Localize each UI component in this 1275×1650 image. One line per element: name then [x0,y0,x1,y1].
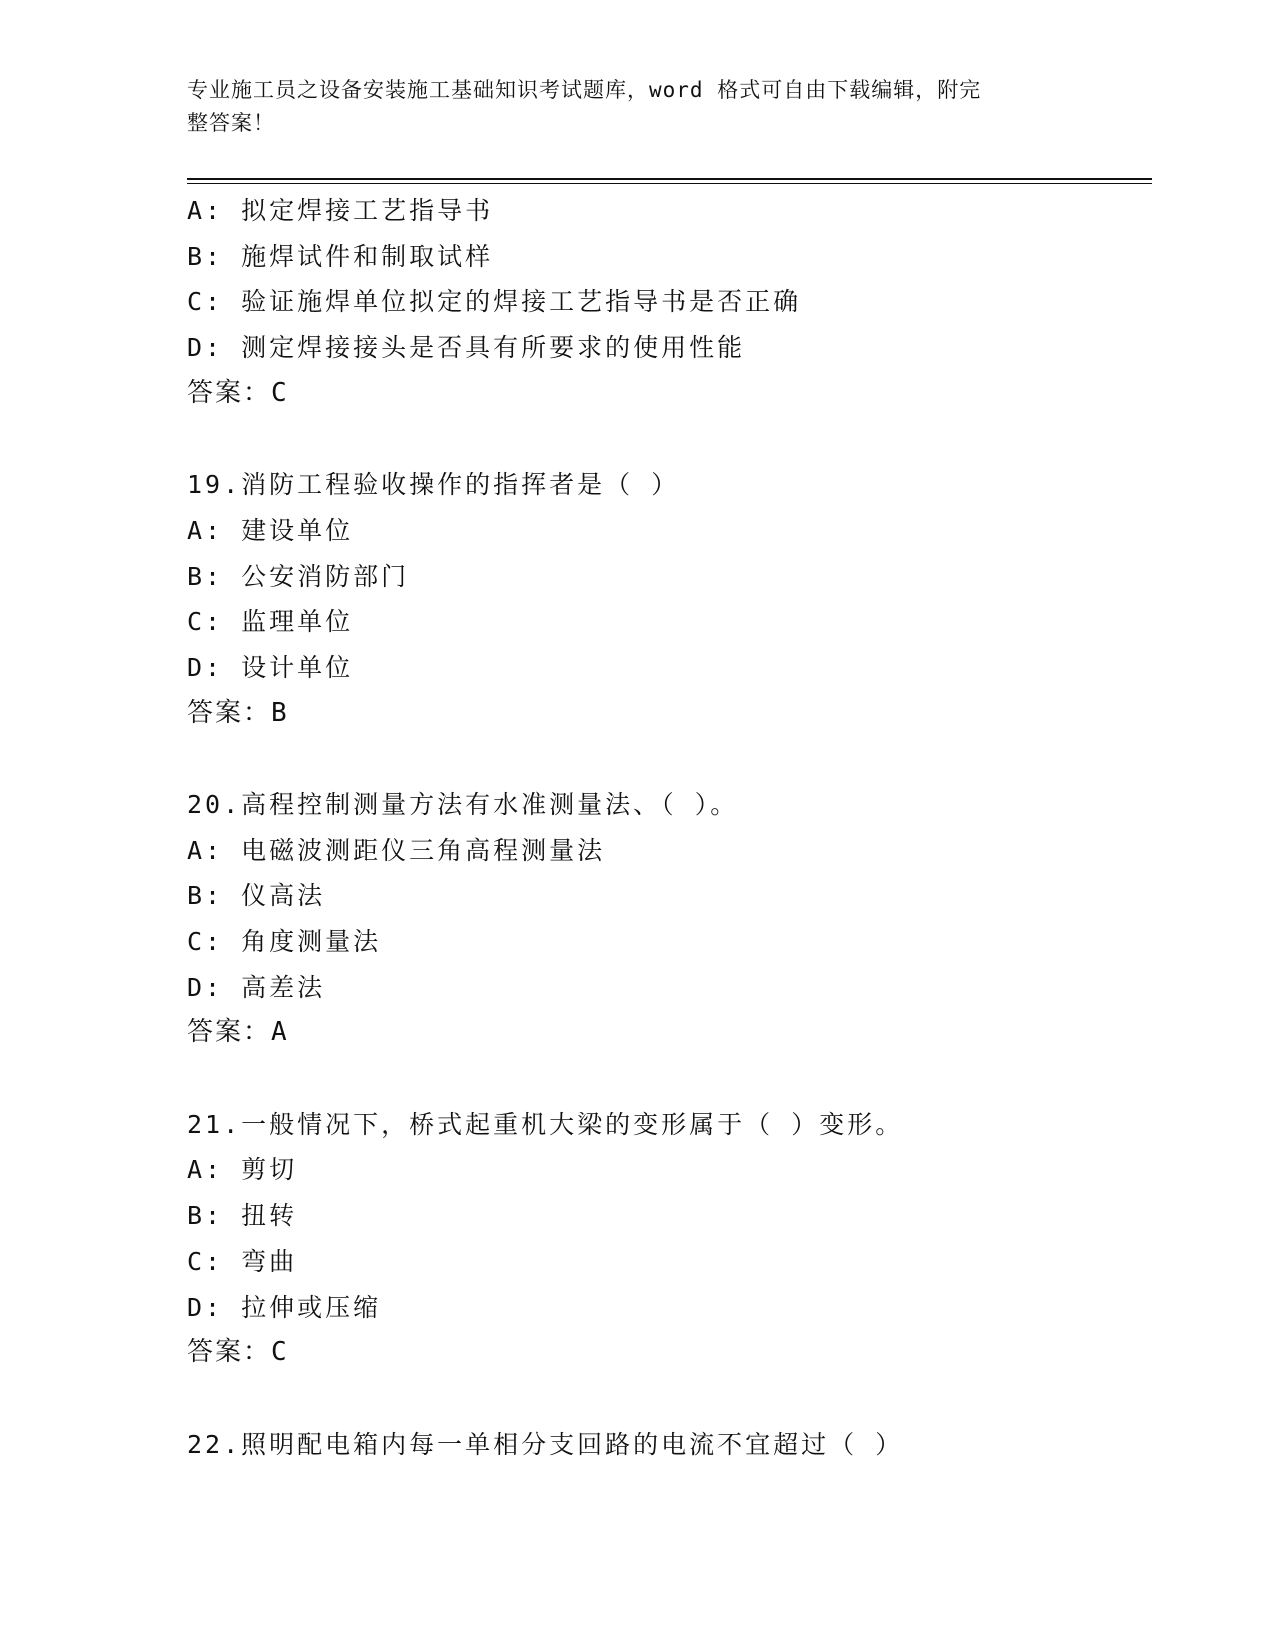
header-line-1: 专业施工员之设备安装施工基础知识考试题库，word 格式可自由下载编辑，附完 [187,78,982,102]
question-block-20 [187,782,1152,1056]
option-b: B: 公安消防部门 [187,561,410,591]
option-c: C: 验证施焊单位拟定的焊接工艺指导书是否正确 [187,287,802,317]
option-a: A: 拟定焊接工艺指导书 [187,196,494,225]
question-text: 19.消防工程验收操作的指挥者是（ ） [187,470,680,500]
option-a: A: 电磁波测距仪三角高程测量法 [187,835,606,865]
answer-line [187,371,1152,417]
answer-label: 答案： [187,697,272,728]
question-list [187,188,1152,1467]
answer-value: C [271,1337,289,1368]
option-c: C: 监理单位 [187,607,354,637]
option-c: C: 弯曲 [187,1246,298,1276]
answer-line [187,1330,1152,1376]
question-block-18 [187,188,1152,416]
header-line-2: 整答案！ [187,111,275,135]
question-block-19 [187,462,1152,736]
question-block-21 [187,1102,1152,1376]
answer-label: 答案： [187,377,272,408]
document-header [187,74,1067,140]
option-b: B: 扭转 [187,1201,298,1231]
answer-label: 答案： [187,1017,272,1048]
answer-line [187,1010,1152,1056]
option-d: D: 设计单位 [187,652,354,682]
question-block-22 [187,1422,1152,1468]
question-text: 20.高程控制测量方法有水准测量法、（ ）。 [187,789,739,819]
header-divider-thin [187,183,1152,184]
answer-value: B [271,697,289,728]
question-text: 21.一般情况下，桥式起重机大梁的变形属于（ ）变形。 [187,1109,904,1139]
option-b: B: 施焊试件和制取试样 [187,241,494,271]
option-d: D: 高差法 [187,972,326,1002]
option-a: A: 建设单位 [187,515,354,545]
option-a: A: 剪切 [187,1155,298,1185]
option-c: C: 角度测量法 [187,927,382,956]
answer-line [187,691,1152,737]
option-b: B: 仪高法 [187,881,326,911]
spacer [187,1376,1152,1422]
question-text: 22.照明配电箱内每一单相分支回路的电流不宜超过（ ） [187,1429,904,1459]
spacer [187,416,1152,462]
option-d: D: 测定焊接接头是否具有所要求的使用性能 [187,333,746,363]
answer-value: C [271,377,289,408]
option-d: D: 拉伸或压缩 [187,1292,382,1322]
header-divider-thick [187,178,1152,180]
spacer [187,736,1152,782]
spacer [187,1056,1152,1102]
answer-value: A [271,1017,289,1048]
answer-label: 答案： [187,1337,272,1368]
